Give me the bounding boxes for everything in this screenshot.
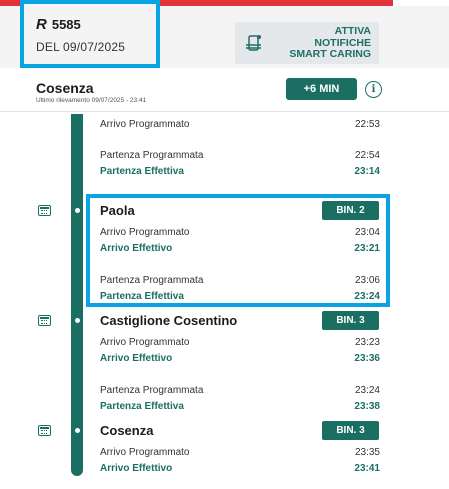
row-label: Arrivo Effettivo [100,243,173,254]
timeline-stop-dot [75,318,80,323]
row-time: 23:06 [354,275,380,286]
schedule-row [100,463,380,477]
row-time: 23:38 [354,401,380,412]
row-time: 23:36 [354,353,380,364]
notify-label-line-1: ATTIVA [334,25,371,37]
row-label: Partenza Effettiva [100,166,184,177]
schedule-row [100,353,380,367]
calendar-icon[interactable] [38,425,51,436]
row-time: 22:54 [354,150,380,161]
stop-name-paola: Paola [100,203,135,218]
info-icon[interactable]: i [365,81,382,98]
row-label: Arrivo Programmato [100,337,190,348]
schedule-row [100,150,380,164]
schedule-row [100,447,380,461]
activate-notifications-button[interactable] [235,22,379,64]
notify-label-line-3: SMART CARING [289,48,371,60]
calendar-icon[interactable] [38,315,51,326]
schedule-row [100,119,380,133]
row-time: 23:23 [354,337,380,348]
schedule-row [100,337,380,351]
platform-badge: BIN. 2 [322,201,379,220]
train-number-row [36,16,81,33]
current-station-name: Cosenza [36,80,94,96]
calendar-icon[interactable] [38,205,51,216]
row-time: 23:41 [354,463,380,474]
timeline-stop-dot [75,208,80,213]
row-label: Partenza Programmata [100,150,204,161]
stop-name-castiglione-cosentino: Castiglione Cosentino [100,313,238,328]
row-label: Arrivo Effettivo [100,463,173,474]
schedule-row [100,385,380,399]
platform-badge: BIN. 3 [322,311,379,330]
train-number: 5585 [51,17,81,32]
row-time: 23:04 [354,227,380,238]
highlight-frame-paola [86,194,390,307]
route-timeline [71,114,83,476]
current-station-header [0,72,449,112]
row-label: Arrivo Effettivo [100,353,173,364]
last-update-text: Ultimo rilevamento 09/07/2025 - 23:41 [36,97,147,104]
stop-name-cosenza: Cosenza [100,423,154,438]
timeline-stop-dot [75,428,80,433]
row-time: 23:35 [354,447,380,458]
train-info-box [20,0,160,68]
notify-label-line-2: NOTIFICHE [314,36,371,49]
train-date: DEL 09/07/2025 [36,40,126,54]
row-label: Arrivo Programmato [100,227,190,238]
row-time: 23:24 [354,291,380,302]
row-time: 22:53 [354,119,380,130]
notify-button-label [289,26,371,61]
delay-badge: +6 MIN [286,78,357,100]
row-label: Arrivo Programmato [100,447,190,458]
row-label: Arrivo Programmato [100,119,190,130]
platform-badge: BIN. 3 [322,421,379,440]
row-time: 23:14 [354,166,380,177]
row-time: 23:24 [354,385,380,396]
schedule-row [100,166,380,180]
regionale-logo-icon: R [36,16,46,33]
row-time: 23:21 [354,243,380,254]
row-label: Partenza Programmata [100,275,204,286]
schedule-row [100,401,380,415]
phone-notification-icon [244,33,264,53]
row-label: Partenza Programmata [100,385,204,396]
row-label: Partenza Effettiva [100,291,184,302]
row-label: Partenza Effettiva [100,401,184,412]
